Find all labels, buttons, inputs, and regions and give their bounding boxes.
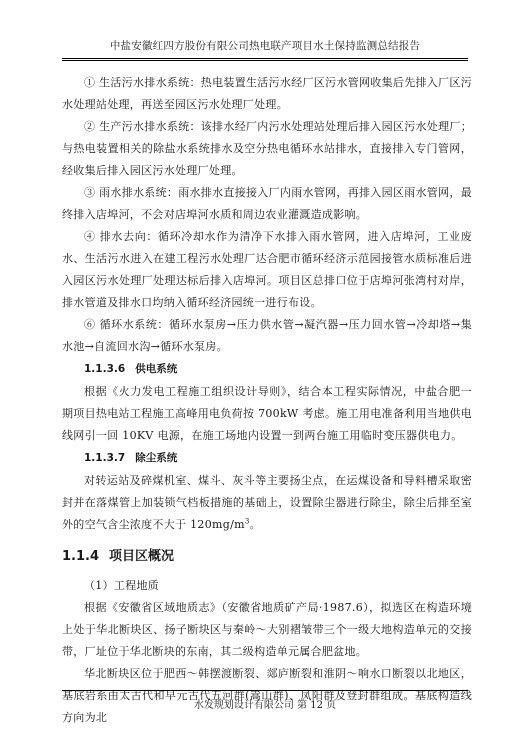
paragraph-rainwater: ③ 雨水排水系统：雨水排水直接接入厂内雨水管网，再排入园区雨水管网，最终排入店埠河，不会对店埠河水质和周边农业灌溉造成影响。: [62, 186, 472, 221]
page-header: 中盐安徽红四方股份有限公司热电联产项目水土保持监测总结报告: [109, 40, 421, 52]
subsection-number: 1.1.3.6: [84, 363, 126, 375]
subsection-title: 除尘系统: [135, 452, 178, 464]
subsection-title: 供电系统: [135, 363, 178, 375]
paragraph-drainage-destination: ④ 排水去向：循环冷却水作为清净下水排入雨水管网，进入店埠河，工业废水、生活污水进入在建工程污水处理厂达合肥市循环经济示范园接管水质标准后进入园区污水处理厂处理达标后排入店埠河。项目区总排口位于店埠河张湾村对岸，排水管道及排水口均纳入循环经济园统一进行布设。: [62, 230, 472, 309]
section-number: 1.1.4: [62, 549, 100, 564]
paragraph-dust-removal-end: 。: [249, 518, 261, 531]
subsection-number: 1.1.3.7: [84, 452, 126, 464]
paragraph-engineering-geology-label: （1）工程地质: [84, 579, 160, 592]
paragraph-production-sewage: ② 生产污水排水系统：该排水经厂内污水处理站处理后排入园区污水处理厂；与热电装置相关的除盐水系统排水及空分热电循环水站排水，直接排入专门管网，经收集后排入园区污水处理厂处理。: [62, 120, 472, 177]
header-divider: [62, 58, 468, 61]
footer-divider: [62, 690, 468, 691]
paragraph-dust-removal-text: 对转运站及碎煤机室、煤斗、灰斗等主要扬尘点，在运煤设备和导料槽采取密封并在落煤管上加装锁气档板措施的基础上，设置除尘器进行除尘，除尘后排至室外的空气含尘浓度不大于 120mg/m: [62, 474, 472, 531]
unit-superscript: 3: [244, 517, 250, 526]
paragraph-circulating-water: ⑥ 循环水系统：循环水泵房→压力供水管→凝汽器→压力回水管→冷却塔→集水池→自流回水沟→循环水泵房。: [62, 318, 472, 353]
paragraph-power-supply: 根据《火力发电工程施工组织设计导则》，结合本工程实际情况，中盐合肥一期项目热电站工程施工高峰用电负荷按 700kW 考虑。施工用电准备利用当地供电线网引一回 10KV 电源，在施工场地内设置一到两台施工用临时变压器供电力。: [62, 385, 472, 442]
subsection-dust-removal-heading: [62, 447, 472, 470]
subsection-power-supply-heading: [62, 358, 472, 381]
page-footer: 水发规划设计有限公司 第 12 页: [193, 700, 337, 711]
section-title: 项目区概况: [109, 549, 175, 564]
paragraph-dust-removal: [62, 470, 472, 536]
document-body: [62, 72, 472, 729]
paragraph-geology-overview: 根据《安徽省区域地质志》（安徽省地质矿产局·1987.6），拟选区在构造环境上处于华北断块区、扬子断块区与秦岭～大别褶皱带三个一级大地构造单元的交接带，厂址位于华北断块的东南，其二级构造单元属合肥盆地。: [62, 601, 472, 658]
paragraph-north-china-block: 华北断块区位于肥西～韩摆渡断裂、郯庐断裂和淮阴～响水口断裂以北地区，基底岩系由太古代和早元古代五河群(嵩山群)、凤阳群及登封群组成。基底构造线方向为北: [62, 667, 472, 724]
paragraph-domestic-sewage: ① 生活污水排水系统：热电装置生活污水经厂区污水管网收集后先排入厂区污水处理站处理，再送至园区污水处理厂处理。: [62, 76, 472, 111]
section-heading: [62, 543, 472, 571]
